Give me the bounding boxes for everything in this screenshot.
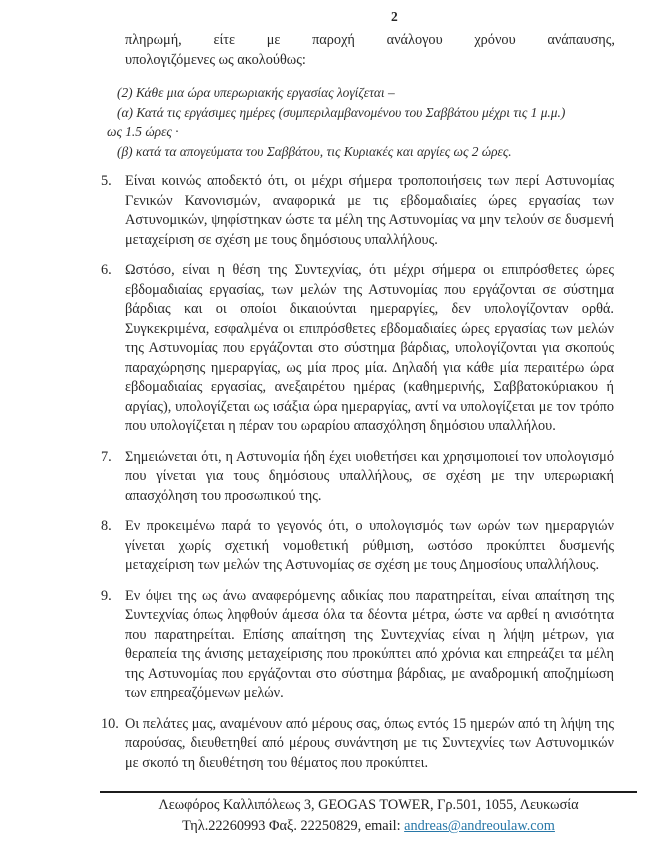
email-link[interactable]: andreas@andreoulaw.com <box>404 818 555 834</box>
item-number: 7. <box>101 448 112 465</box>
item-number: 6. <box>101 262 112 279</box>
footer-contact <box>100 816 637 837</box>
item-text: Είναι κοινώς αποδεκτό ότι, οι μέχρι σήμερα τροποποιήσεις των περί Αστυνομίας Γενικών Κανονισμών, αναφορικά με τις εβδομαδιαίες ώρες εργασίας των Αστυνομικών, ψηφίστηκαν ώστε τα μέλη της Αστυνομίας να μην τελούν σε δυσμενή μεταχείριση σε σχέση με τους δημόσιους υπαλλήλους. <box>125 173 614 248</box>
item-number: 10. <box>101 715 119 732</box>
item-number: 8. <box>101 518 112 535</box>
intro-line-2: υπολογιζόμενες ως ακολούθως: <box>125 51 306 68</box>
quote-line-a: (α) Κατά τις εργάσιμες ημέρες (συμπεριλαμβανομένου του Σαββάτου μέχρι τις 1 μ.μ.) <box>117 104 566 120</box>
footer-address: Λεωφόρος Καλλιπόλεως 3, GEOGAS TOWER, Γρ.501, 1055, Λευκωσία <box>158 797 579 813</box>
item-number: 5. <box>101 173 112 190</box>
item-text: Σημειώνεται ότι, η Αστυνομία ήδη έχει υιοθετήσει και χρησιμοποιεί τον υπολογισμό που γίνεται για τους δημόσιους υπαλλήλους, σε σχέση με την υπερωριακή απασχόληση του προσωπικού της. <box>125 448 614 504</box>
page-number: 2 <box>391 9 398 24</box>
list-item <box>101 587 658 704</box>
footer-contact-prefix: Τηλ.22260993 Φαξ. 22250829, email: <box>182 818 405 834</box>
page-content <box>0 31 658 773</box>
quote-line-a-continued: ως 1.5 ώρες · <box>107 124 179 140</box>
quote-line-2: (2) Κάθε μια ώρα υπερωριακής εργασίας λογίζεται – <box>117 85 395 100</box>
intro-line-1: πληρωμή, είτε με παροχή ανάλογου χρόνου ανάπαυσης, <box>125 32 615 48</box>
quote-line-b: (β) κατά τα απογεύματα του Σαββάτου, τις Κυριακές και αργίες ως 2 ώρες. <box>117 143 512 159</box>
item-text: Οι πελάτες μας, αναμένουν από μέρους σας, όπως εντός 15 ημερών από τη λήψη της παρούσας, διευθετηθεί από μέρους συνάντηση με τις Συντεχνίες των Αστυνομικών με σκοπό τη διευθέτηση του θέματος που προκύπτει. <box>125 715 614 771</box>
list-item <box>101 715 658 774</box>
quote-block <box>107 83 617 161</box>
list-item <box>101 448 658 507</box>
list-item <box>101 517 658 576</box>
numbered-list <box>0 172 658 773</box>
list-item <box>101 261 658 437</box>
footer <box>100 791 637 837</box>
item-text: Εν προκειμένω παρά το γεγονός ότι, ο υπολογισμός των ωρών των ημεραργιών γίνεται χωρίς σχετική νομοθετική ρύθμιση, ωστόσο προκύπτει δυσμενής μεταχείριση των μελών της Αστυνομίας σε σχέση με τους Δημοσίους υπαλλήλους. <box>125 518 614 574</box>
item-number: 9. <box>101 587 112 604</box>
item-text: Ωστόσο, είναι η θέση της Συντεχνίας, ότι μέχρι σήμερα οι επιπρόσθετες ώρες εβδομαδιαίας εργασίας, των μελών της Αστυνομίας που εργάζονται σε σύστημα βάρδιας και οι οποίοι δικαιούνται ημεραργίες, δεν υπολογίζονταν ορθά. Συγκεκριμένα, εσφαλμένα οι επιπρόσθετες εβδομαδιαίες ώρες εργασίας των μελών της Αστυνομίας που εργάζονται στο σύστημα βάρδιας, υπολογίζονται για σκοπούς παραχώρησης ημεραργίας, ως μία προς μία. Δηλαδή για κάθε μία περαιτέρω ώρα εβδομαδιαίας εργασίας, ανεξαιρέτου ημέρας (καθημερινής, Σαββατοκύριακου ή αργίας), υπολογίζεται ως ισάξια ώρα ημεραργίας, αντί να υπολογίζεται με τον τρόπο που υπολογίζεται η πέραν του ωραρίου απασχόληση δημόσιου υπαλλήλου. <box>125 262 614 435</box>
item-text: Εν όψει της ως άνω αναφερόμενης αδικίας που παρατηρείται, είναι απαίτηση της Συντεχνίας όπως ληφθούν άμεσα όλα τα δέοντα μέτρα, ώστε να αρθεί η ανισότητα που παρατηρείται. Επίσης απαίτηση της Συντεχνίας είναι η λήψη μέτρων, για θεραπεία της άνισης μεταχείρισης που προκύπτει από χρόνια και επηρεάζει τα μέλη της Αστυνομίας που εργάζονται στο σύστημα βάρδιας, με αναδρομική αποζημίωση των επηρεαζόμενων μελών. <box>125 587 614 702</box>
intro-paragraph <box>125 31 615 70</box>
list-item <box>101 172 658 250</box>
